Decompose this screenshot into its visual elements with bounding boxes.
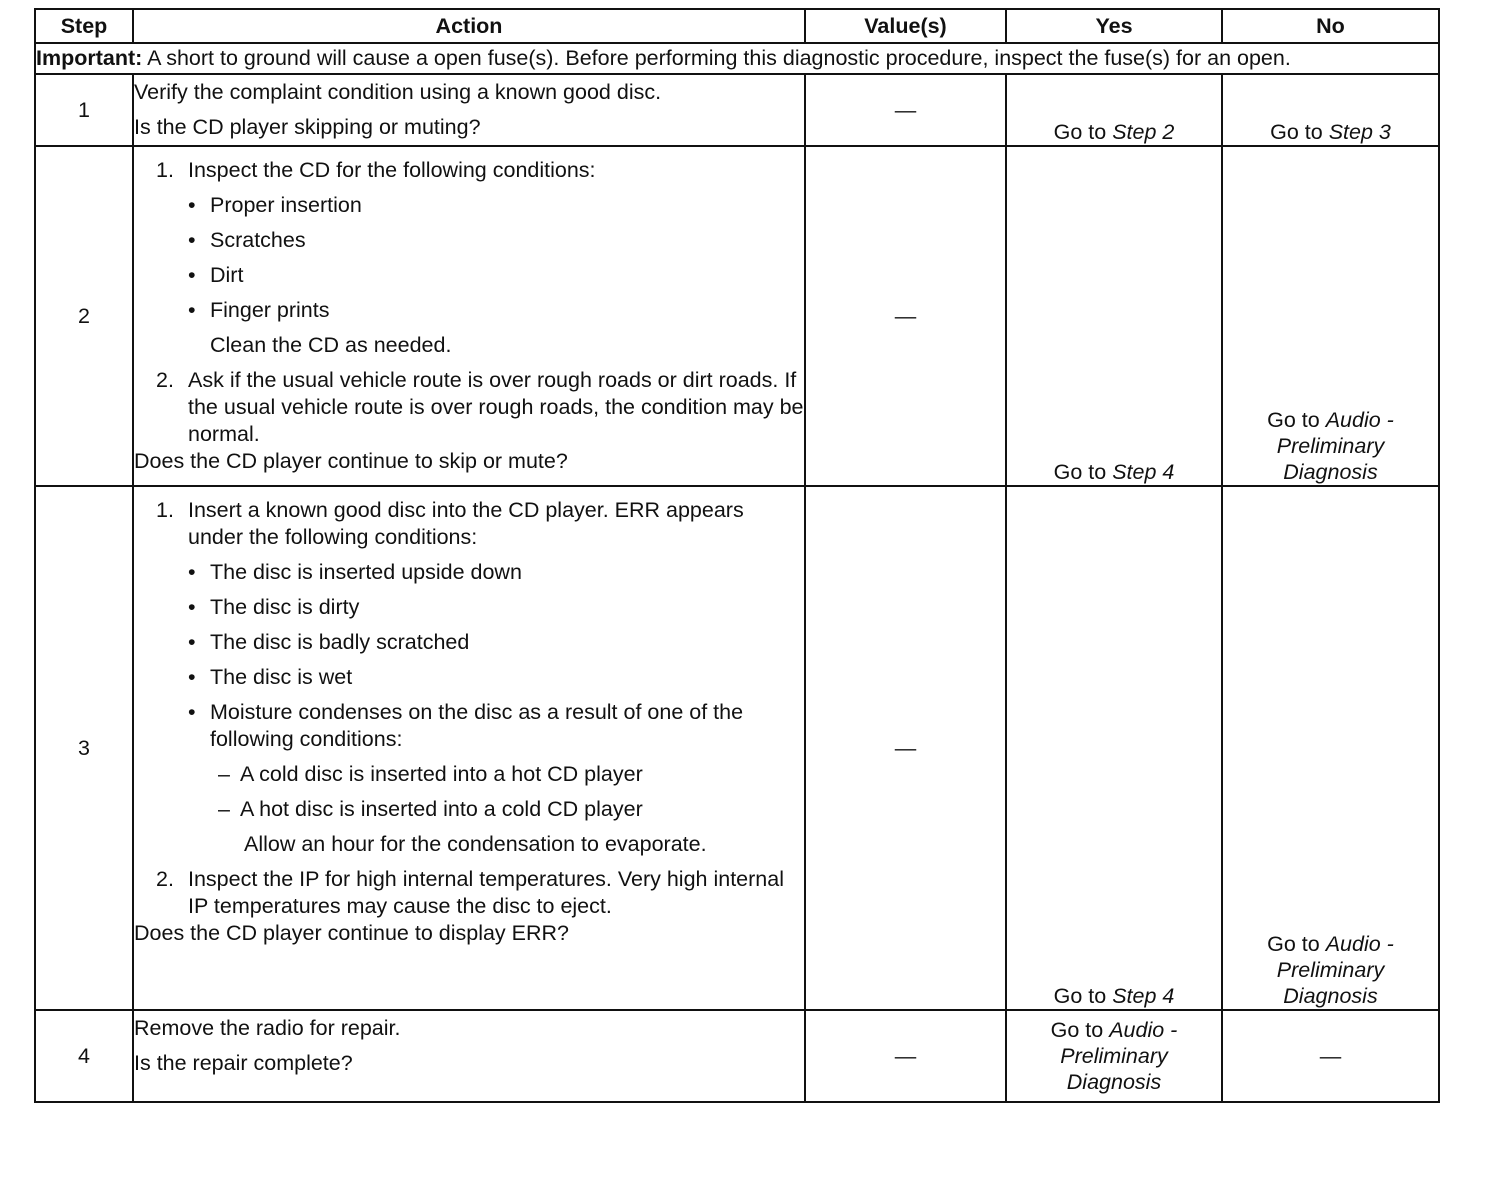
item-text: Inspect the IP for high internal temperatures. Very high internal IP temperatures may cause the disc to eject. <box>188 867 784 918</box>
step-number: 2 <box>35 146 133 486</box>
yes-target-link[interactable]: Step 2 <box>1112 120 1175 144</box>
yes-target-link[interactable]: Step 4 <box>1112 984 1175 1008</box>
step-question: Does the CD player continue to skip or mute? <box>134 449 568 473</box>
yes-result <box>1006 74 1222 146</box>
important-text: A short to ground will cause a open fuse(s). Before performing this diagnostic procedure, inspect the fuse(s) for an open. <box>147 46 1291 70</box>
item-number: 2. <box>156 867 174 891</box>
yes-result <box>1006 1010 1222 1102</box>
dash-item: – A hot disc is inserted into a cold CD player <box>210 796 804 823</box>
item-number: 1. <box>156 158 174 182</box>
header-action: Action <box>133 9 805 43</box>
step-number: 1 <box>35 74 133 146</box>
header-row <box>35 9 1439 43</box>
step-value: — <box>805 486 1006 1010</box>
bullet-item: • Dirt <box>174 262 804 289</box>
target-line: Audio - <box>1325 408 1394 432</box>
go-to-text: Go to <box>1270 120 1323 144</box>
important-row <box>35 43 1439 74</box>
step-action <box>133 146 805 486</box>
bullet-text: Moisture condenses on the disc as a result of one of the following conditions: <box>210 700 744 751</box>
action-item <box>134 157 804 359</box>
bullet-item: • Scratches <box>174 227 804 254</box>
step-action <box>133 1010 805 1102</box>
action-text: Verify the complaint condition using a known good disc. <box>134 80 662 104</box>
note-text: Clean the CD as needed. <box>210 333 452 357</box>
no-result <box>1222 486 1439 1010</box>
bullet-item: • Finger prints <box>174 297 804 324</box>
bullet-item: • The disc is inserted upside down <box>174 559 804 586</box>
go-to-text: Go to <box>1050 1018 1104 1042</box>
action-item <box>134 367 804 448</box>
go-to-text: Go to <box>1053 984 1107 1008</box>
yes-target-link[interactable]: Step 4 <box>1112 460 1175 484</box>
step-row-3 <box>35 486 1439 1010</box>
no-result <box>1222 74 1439 146</box>
step-value: — <box>805 74 1006 146</box>
note-text: Allow an hour for the condensation to evaporate. <box>244 832 707 856</box>
bullet-list <box>174 559 804 858</box>
go-to-text: Go to <box>1267 932 1320 956</box>
item-text: Ask if the usual vehicle route is over rough roads or dirt roads. If the usual vehicle route is over rough roads, the condition may be normal. <box>188 368 804 446</box>
bullet-item: • The disc is badly scratched <box>174 629 804 656</box>
dash-item: – A cold disc is inserted into a hot CD player <box>210 761 804 788</box>
bullet-item: • Proper insertion <box>174 192 804 219</box>
target-line: Preliminary <box>1276 434 1385 458</box>
no-result: — <box>1222 1010 1439 1102</box>
target-line: Preliminary <box>1276 958 1385 982</box>
step-row-2 <box>35 146 1439 486</box>
no-target-link[interactable]: Step 3 <box>1328 120 1391 144</box>
step-action <box>133 486 805 1010</box>
target-line: Audio - <box>1109 1018 1178 1042</box>
header-yes: Yes <box>1006 9 1222 43</box>
target-line: Diagnosis <box>1066 1070 1162 1094</box>
yes-result <box>1006 486 1222 1010</box>
bullet-list <box>174 192 804 324</box>
item-number: 2. <box>156 368 174 392</box>
action-item <box>134 497 804 858</box>
step-row-1 <box>35 74 1439 146</box>
header-no: No <box>1222 9 1439 43</box>
go-to-text: Go to <box>1053 120 1107 144</box>
item-text: Insert a known good disc into the CD player. ERR appears under the following conditions: <box>188 498 744 549</box>
step-value: — <box>805 146 1006 486</box>
diagnostic-table <box>34 8 1440 1103</box>
step-number: 4 <box>35 1010 133 1102</box>
step-number: 3 <box>35 486 133 1010</box>
important-note <box>35 43 1439 74</box>
target-line: Audio - <box>1325 932 1394 956</box>
bullet-item: • The disc is wet <box>174 664 804 691</box>
item-text: Inspect the CD for the following conditions: <box>188 158 596 182</box>
step-row-4 <box>35 1010 1439 1102</box>
action-text: Remove the radio for repair. <box>134 1016 401 1040</box>
header-step: Step <box>35 9 133 43</box>
no-result <box>1222 146 1439 486</box>
step-question: Does the CD player continue to display ERR? <box>134 921 569 945</box>
action-list <box>134 497 804 920</box>
target-line: Diagnosis <box>1283 984 1378 1008</box>
step-value: — <box>805 1010 1006 1102</box>
important-label: Important: <box>36 46 143 70</box>
step-action <box>133 74 805 146</box>
step-question: Is the CD player skipping or muting? <box>134 114 481 139</box>
bullet-item <box>174 699 804 858</box>
bullet-item: • The disc is dirty <box>174 594 804 621</box>
item-number: 1. <box>156 498 174 522</box>
header-values: Value(s) <box>805 9 1006 43</box>
target-line: Diagnosis <box>1283 460 1378 484</box>
dash-list <box>210 761 804 823</box>
target-line: Preliminary <box>1060 1044 1168 1068</box>
go-to-text: Go to <box>1053 460 1107 484</box>
action-item <box>134 866 804 920</box>
action-list <box>134 157 804 448</box>
step-question: Is the repair complete? <box>134 1050 353 1075</box>
go-to-text: Go to <box>1267 408 1320 432</box>
yes-result <box>1006 146 1222 486</box>
